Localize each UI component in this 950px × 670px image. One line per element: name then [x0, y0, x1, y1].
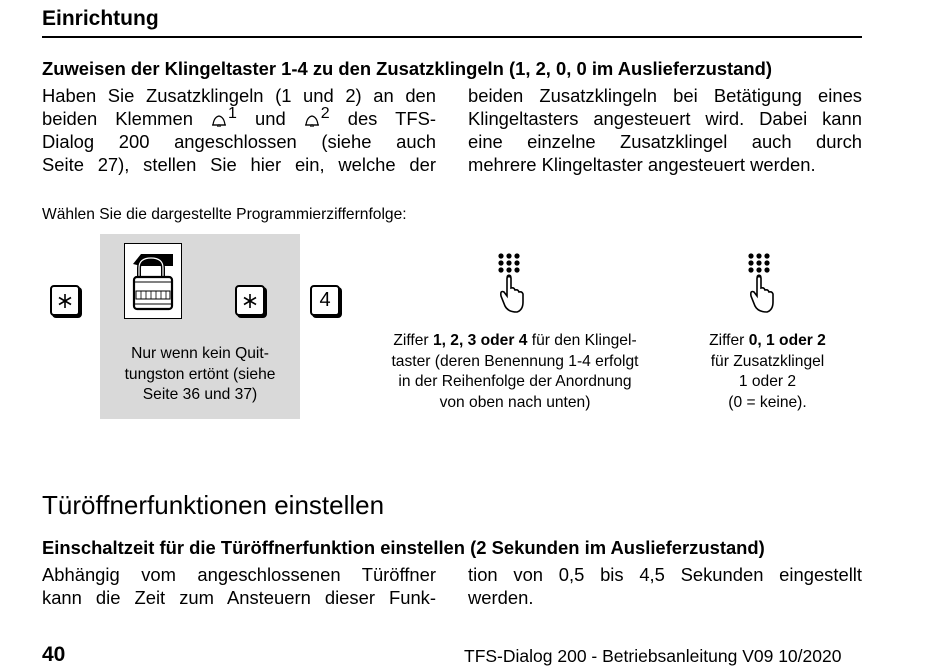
section1-col1	[42, 84, 436, 176]
section2-heading: Einschaltzeit für die Türöffnerfunktion einstellen (2 Sekunden im Auslieferzustand)	[42, 537, 765, 558]
caption-b-l1b: 0, 1 oder 2	[748, 332, 826, 349]
col1-line2-b: und	[255, 108, 286, 129]
caption-b-line4: (0 = keine).	[728, 393, 807, 411]
caption-b-line1	[680, 331, 855, 352]
s2-col2-line2: werden.	[468, 587, 534, 608]
caption-doorbell-digit	[355, 331, 675, 413]
header-title: Einrichtung	[42, 7, 159, 30]
s2-col2-line1: tion von 0,5 bis 4,5 Sekunden eingestellt	[468, 564, 862, 585]
gray-caption-line3: Seite 36 und 37)	[142, 386, 258, 403]
caption-bell-digit	[680, 331, 855, 413]
s2-col1-line1: Abhängig vom angeschlossenen Türöffner	[42, 564, 436, 585]
lock-icon	[124, 243, 182, 319]
caption-a-l1a: Ziffer	[393, 332, 433, 349]
bell-terminal-icon	[211, 113, 228, 127]
gray-caption-line2: tungston ertönt (siehe	[124, 365, 276, 383]
caption-b-line3: 1 oder 2	[738, 373, 797, 390]
gray-box-caption	[100, 344, 300, 406]
section1-col2	[468, 84, 862, 176]
section2-title: Türöffnerfunktionen einstellen	[42, 490, 385, 520]
caption-a-line2: taster (deren Benennung 1-4 erfolgt	[391, 352, 639, 370]
col2-line2: Klingeltasters angesteuert wird. Dabei kann	[468, 108, 862, 129]
star-key-icon	[235, 285, 265, 316]
document-reference: TFS-Dialog 200 - Betriebsanleitung V09 10/2020	[464, 646, 842, 666]
col1-line1: Haben Sie Zusatzklingeln (1 und 2) an den	[42, 85, 436, 106]
star-key-icon	[50, 285, 80, 316]
s2-col1-line2: kann die Zeit zum Ansteuern dieser Funk-	[42, 587, 436, 608]
caption-a-line1	[355, 331, 675, 352]
digit-four-key: 4	[310, 285, 340, 316]
caption-b-l1a: Ziffer	[709, 332, 749, 349]
keypad-finger-icon	[745, 252, 777, 320]
col1-line2-c: des TFS-	[347, 108, 436, 129]
gray-caption-line1: Nur wenn kein Quit-	[131, 345, 269, 362]
terminal-1-number: 1	[228, 104, 237, 122]
col1-line2	[42, 104, 436, 130]
instruction-text: Wählen Sie die dargestellte Programmierziffernfolge:	[42, 206, 407, 223]
caption-b-line2: für Zusatzklingel	[710, 352, 825, 370]
header-rule	[42, 36, 862, 38]
caption-a-line3: in der Reihenfolge der Anordnung	[398, 373, 632, 390]
keypad-finger-icon	[495, 252, 527, 320]
section2-col2	[468, 563, 862, 609]
col2-line3: eine einzelne Zusatzklingel auch durch	[468, 131, 862, 152]
col2-line4: mehrere Klingeltaster angesteuert werden.	[468, 154, 816, 175]
section2-col1	[42, 563, 436, 609]
col2-line1: beiden Zusatzklingeln bei Betätigung eines	[468, 85, 862, 106]
caption-a-l1b: 1, 2, 3 oder 4	[432, 332, 528, 349]
caption-a-l1c: für den Klingel-	[527, 332, 637, 349]
terminal-2-number: 2	[320, 104, 330, 122]
bell-terminal-icon	[304, 113, 321, 127]
page-number: 40	[42, 643, 66, 666]
section1-heading: Zuweisen der Klingeltaster 1-4 zu den Zusatzklingeln (1, 2, 0, 0 im Auslieferzustand)	[42, 58, 773, 79]
col1-line4: Seite 27), stellen Sie hier ein, welche der	[42, 154, 436, 175]
col1-line3: Dialog 200 angeschlossen (siehe auch	[42, 131, 436, 152]
caption-a-line4: von oben nach unten)	[439, 393, 591, 411]
col1-line2-a: beiden Klemmen	[42, 108, 193, 129]
